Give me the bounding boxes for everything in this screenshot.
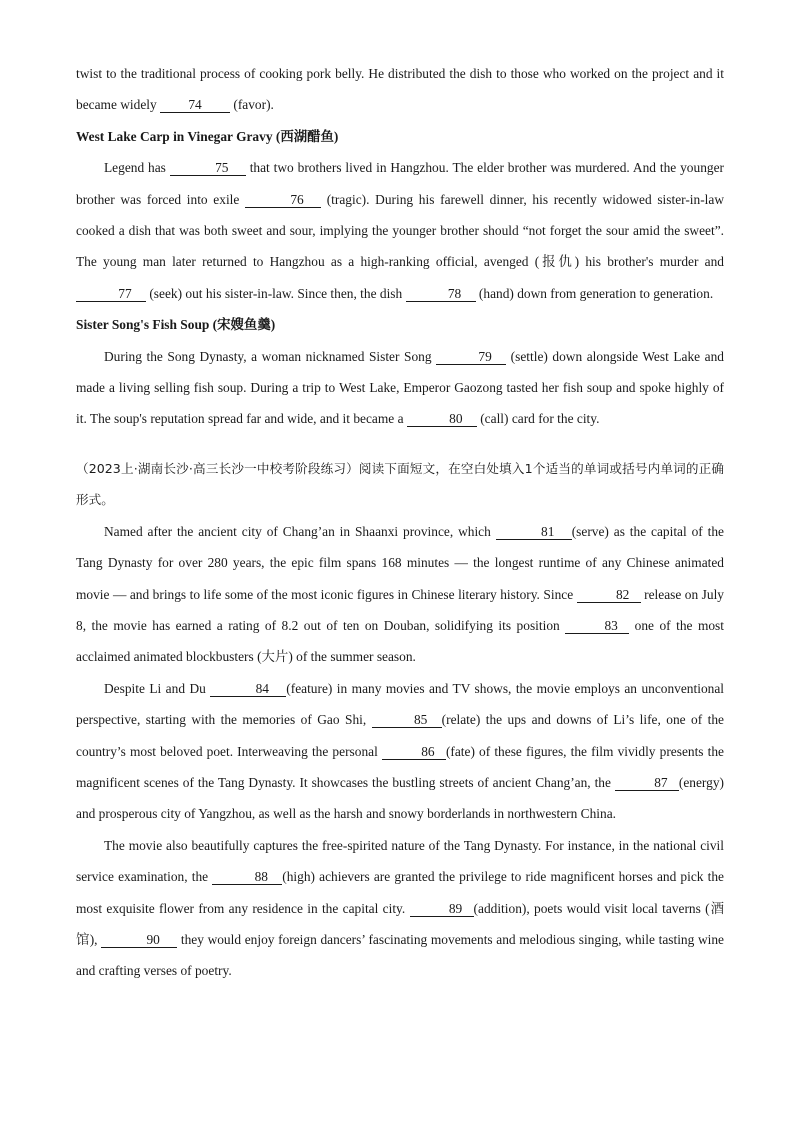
section-gap	[76, 435, 724, 453]
blank-77[interactable]: 77	[76, 287, 146, 302]
paragraph-changan-3: The movie also beautifully captures the free-spirited nature of the Tang Dynasty. For instance, in the national civil service examination, the 88 (high) achievers are granted the privilege to ride magnificent horses and pick the most exquisite flower from any residence in the capital city. 89 (addition), poets would visit local taverns (酒馆), 90 they would enjoy foreign dancers’ fascinating movements and melodious singing, while tasting wine and crafting verses of poetry.	[76, 837, 725, 979]
paragraph-soup: During the Song Dynasty, a woman nicknamed Sister Song 79 (settle) down alongside West Lake and made a living selling fish soup. During a trip to West Lake, Emperor Gaozong tasted her fish soup and spoke highly of it. The soup's reputation spread far and wide, and it became a 80 (call) card for the city.	[76, 348, 724, 427]
paragraph-changan-1: Named after the ancient city of Chang’an in Shaanxi province, which 81 (serve) as the capital of the Tang Dynasty for over 280 years, the epic film spans 168 minutes — the longest runtime of any Chinese animated movie — and brings to life some of the most iconic figures in Chinese literary history. Since 82 release on July 8, the movie has earned a rating of 8.2 out of ten on Douban, solidifying its position 83 one of the most acclaimed animated blockbusters (大片) of the summer season.	[76, 523, 725, 665]
blank-85[interactable]: 85	[372, 713, 442, 728]
heading-west-lake-carp: West Lake Carp in Vinegar Gravy (西湖醋鱼)	[76, 128, 339, 144]
heading-sister-song-soup: Sister Song's Fish Soup (宋嫂鱼羹)	[76, 317, 276, 333]
document-page	[76, 58, 724, 987]
blank-76[interactable]: 76	[245, 193, 321, 208]
paragraph-changan-2: Despite Li and Du 84 (feature) in many movies and TV shows, the movie employs an unconventional perspective, starting with the memories of Gao Shi, 85 (relate) the ups and downs of Li’s life, one of the country’s most beloved poet. Interweaving the personal 86 (fate) of these figures, the film vividly presents the magnificent scenes of the Tang Dynasty. It showcases the bustling streets of ancient Chang’an, the 87 (energy) and prosperous city of Yangzhou, as well as the harsh and snowy borderlands in northwestern China.	[76, 680, 724, 822]
blank-90[interactable]: 90	[101, 933, 177, 948]
blank-87[interactable]: 87	[615, 776, 679, 791]
blank-74[interactable]: 74	[160, 98, 230, 113]
blank-84[interactable]: 84	[210, 682, 286, 697]
blank-81[interactable]: 81	[496, 525, 572, 540]
blank-89[interactable]: 89	[410, 902, 474, 917]
paragraph-carp: Legend has 75 that two brothers lived in Hangzhou. The elder brother was murdered. And the younger brother was forced into exile 76 (tragic). During his farewell dinner, his recently widowed sister-in-law cooked a dish that was both sweet and sour, implying the younger brother should “not forget the sour amid the sweet”. The young man later returned to Hangzhou as a high-ranking official, avenged (报仇) his brother's murder and 77 (seek) out his sister-in-law. Since then, the dish 78 (hand) down from generation to generation.	[76, 160, 724, 301]
blank-86[interactable]: 86	[382, 745, 446, 760]
blank-88[interactable]: 88	[212, 870, 282, 885]
blank-79[interactable]: 79	[436, 350, 506, 365]
blank-75[interactable]: 75	[170, 161, 246, 176]
blank-78[interactable]: 78	[406, 287, 476, 302]
exercise-source-instructions: （2023上·湖南长沙·高三长沙一中校考阶段练习）阅读下面短文，在空白处填入1个适当的单词或括号内单词的正确形式。	[76, 460, 724, 508]
blank-80[interactable]: 80	[407, 412, 477, 427]
blank-83[interactable]: 83	[565, 619, 629, 634]
blank-82[interactable]: 82	[577, 588, 641, 603]
paragraph-pork-cont: twist to the traditional process of cooking pork belly. He distributed the dish to those who worked on the project and it became widely 74 (favor).	[76, 66, 724, 113]
